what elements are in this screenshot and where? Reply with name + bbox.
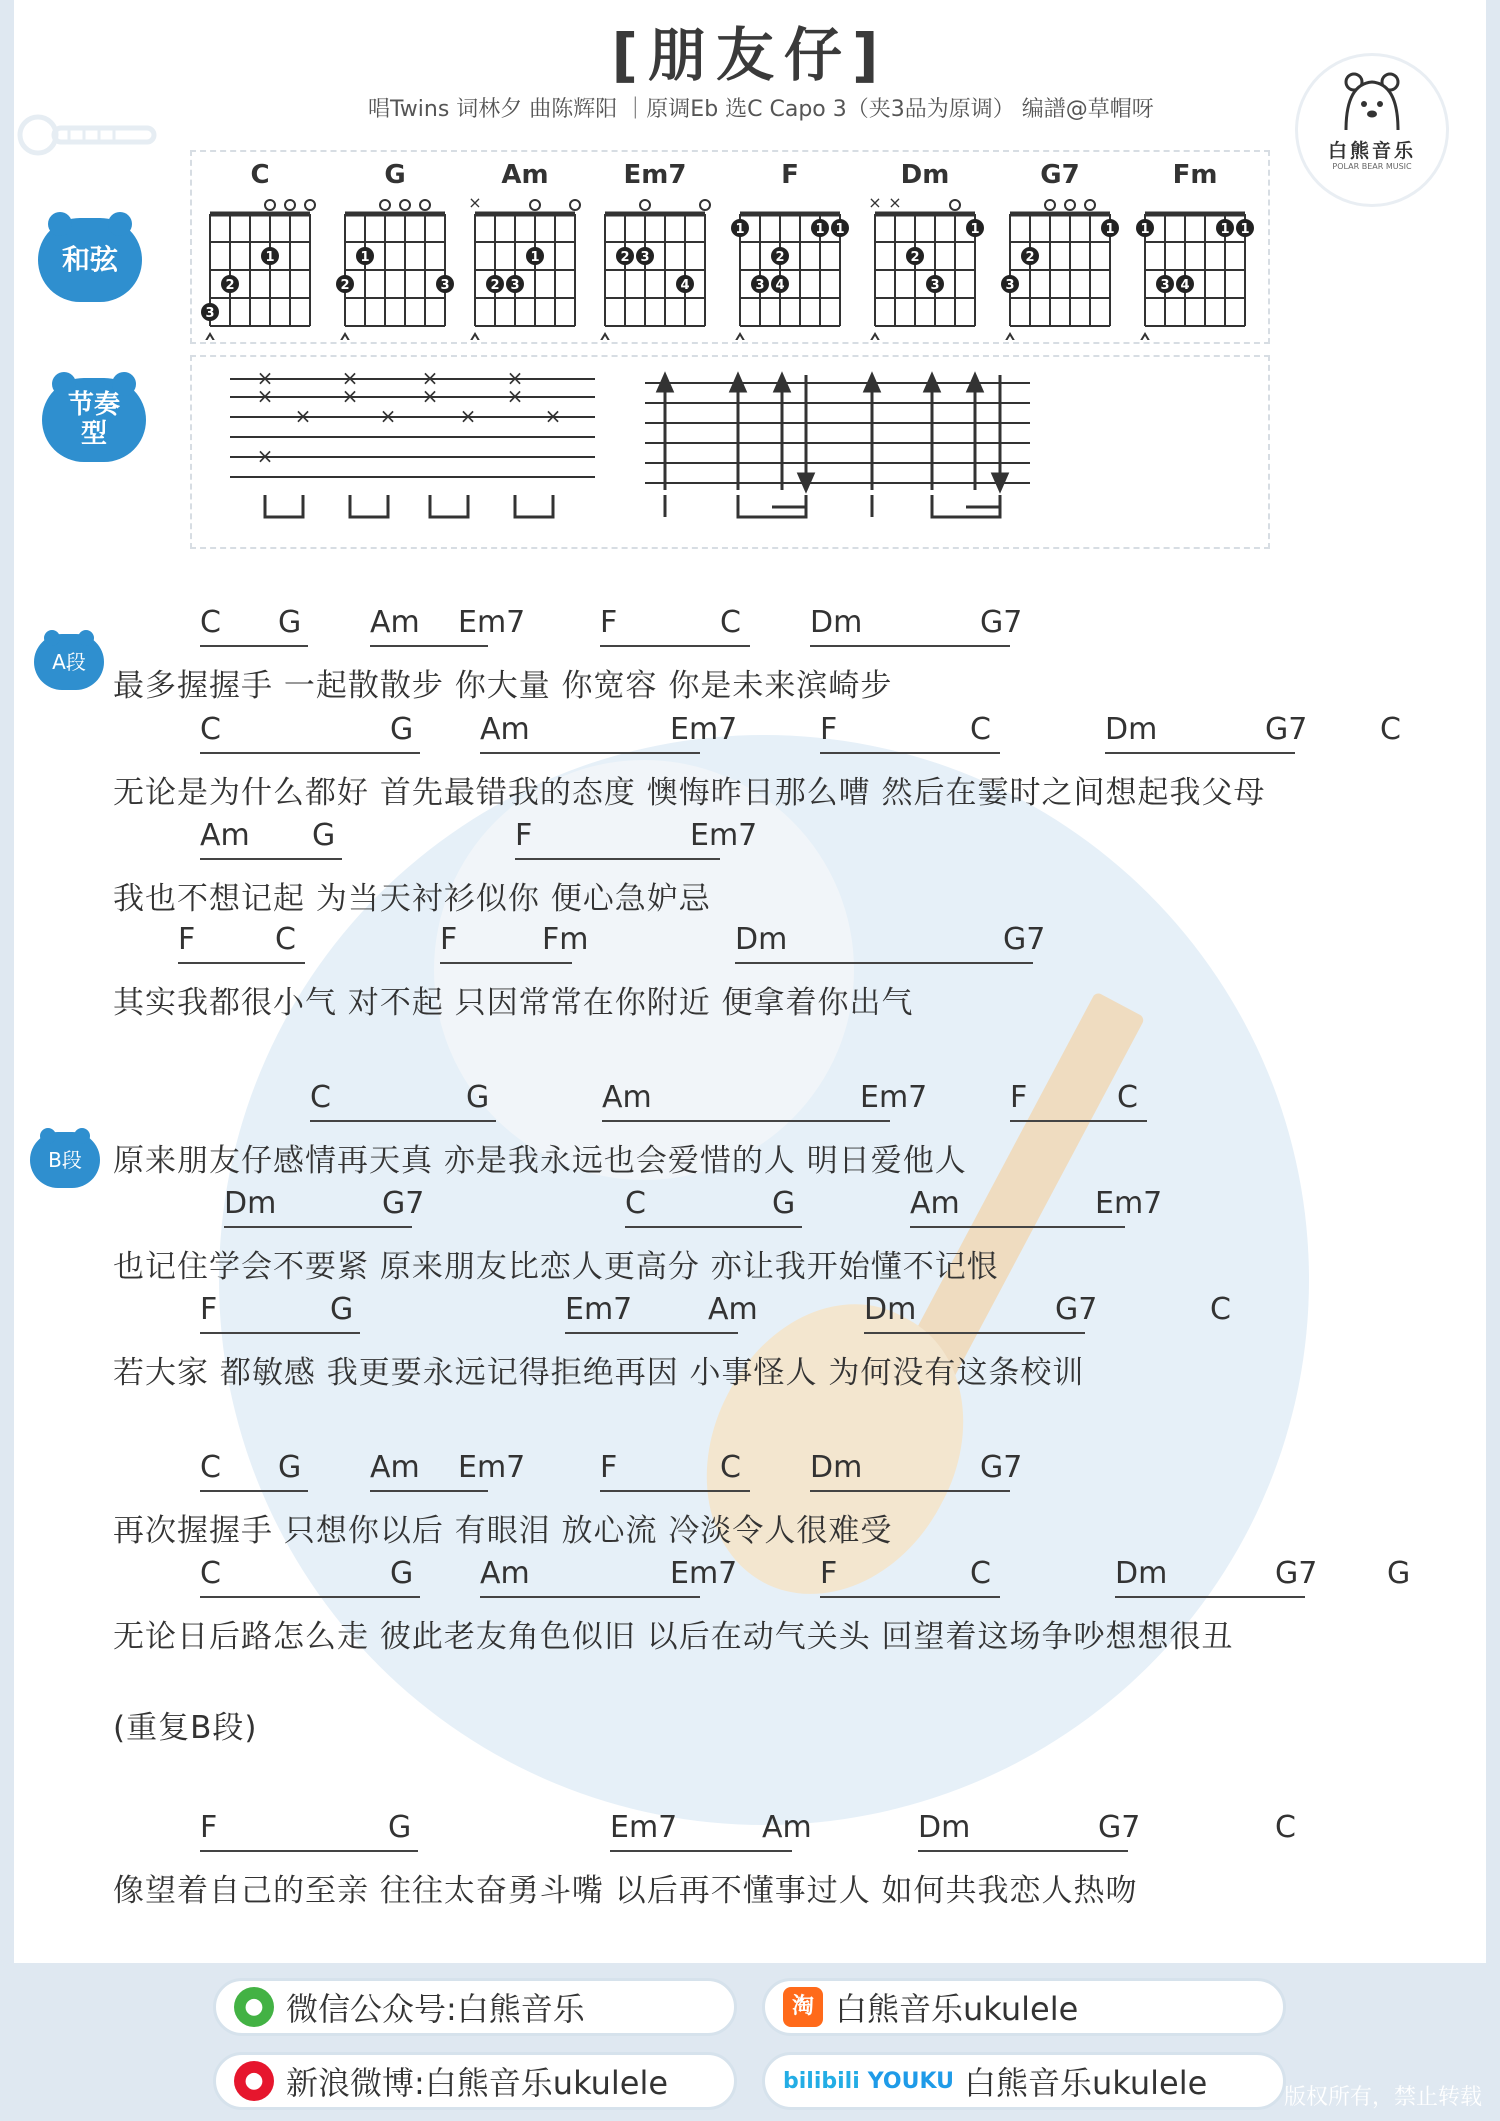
svg-text:1: 1 — [530, 250, 540, 265]
chord-symbol: Dm — [918, 1810, 971, 1845]
chord-symbol: C — [625, 1186, 646, 1221]
chord-symbol: F — [515, 818, 533, 853]
chord-symbol: Em7 — [1095, 1186, 1163, 1221]
chord-symbol: G7 — [382, 1186, 425, 1221]
svg-text:1: 1 — [1220, 222, 1230, 237]
svg-text:×: × — [459, 404, 477, 428]
weibo-label: 新浪微博:白熊音乐ukulele — [286, 2064, 669, 2102]
svg-text:2: 2 — [225, 278, 235, 293]
chord-symbol: G — [278, 605, 302, 640]
chord-underline — [200, 858, 342, 860]
chord-symbol: C — [720, 605, 741, 640]
svg-text:×: × — [379, 404, 397, 428]
svg-text:1: 1 — [970, 222, 980, 237]
chord-name: F — [781, 160, 799, 190]
svg-text:2: 2 — [340, 278, 350, 293]
svg-text:×: × — [341, 384, 359, 408]
chord-symbol: G — [312, 818, 336, 853]
chord-symbol: Am — [910, 1186, 960, 1221]
copyright-note: 版权所有，禁止转载 — [1283, 2085, 1482, 2110]
svg-text:3: 3 — [440, 278, 450, 293]
svg-text:3: 3 — [205, 306, 215, 321]
svg-text:×: × — [256, 444, 274, 468]
chord-underline — [480, 752, 700, 754]
fingerpick-pattern — [225, 365, 605, 535]
svg-text:×: × — [506, 366, 524, 390]
svg-text:3: 3 — [1005, 278, 1015, 293]
chord-symbol: F — [600, 605, 618, 640]
svg-text:×: × — [421, 384, 439, 408]
svg-text:2: 2 — [1025, 250, 1035, 265]
chord-symbol: Em7 — [610, 1810, 678, 1845]
song-credits: 唱Twins 词林夕 曲陈辉阳 ｜原调Eb 选C Capo 3（夹3品为原调） 编譜@草帽呀 — [368, 97, 1154, 122]
svg-text:×: × — [256, 366, 274, 390]
lyric-line: 无论是为什么都好 首先最错我的态度 懊悔昨日那么嘈 然后在霎时之间想起我父母 — [113, 775, 1266, 811]
chord-symbol: Em7 — [458, 1450, 526, 1485]
chord-name: G7 — [1040, 160, 1080, 190]
chord-name: C — [250, 160, 270, 190]
background-bear-watermark — [434, 760, 854, 1180]
svg-text:1: 1 — [835, 222, 845, 237]
chord-symbol: C — [275, 922, 296, 957]
wechat-link[interactable] — [213, 1978, 737, 2036]
svg-text:2: 2 — [620, 250, 630, 265]
svg-text:×: × — [294, 404, 312, 428]
chord-symbol: Am — [602, 1080, 652, 1115]
lyric-line: 像望着自己的至亲 往往太奋勇斗嘴 以后再不懂事过人 如何共我恋人热吻 — [113, 1873, 1138, 1909]
ukulele-icon — [14, 110, 164, 164]
svg-text:1: 1 — [1105, 222, 1115, 237]
chord-symbol: G — [278, 1450, 302, 1485]
lyric-line: 我也不想记起 为当天衬衫似你 便心急妒忌 — [113, 881, 711, 917]
chord-symbol: F — [820, 1556, 838, 1591]
chord-symbol: Em7 — [458, 605, 526, 640]
wechat-icon: ● — [234, 1987, 274, 2027]
section-b-badge: B段 — [30, 1132, 100, 1188]
lyric-line: 若大家 都敏感 我更要永远记得拒绝再因 小事怪人 为何没有这条校训 — [113, 1355, 1085, 1391]
chord-symbol: F — [178, 922, 196, 957]
chord-symbol: Dm — [810, 605, 863, 640]
chord-underline — [600, 1490, 750, 1492]
svg-text:2: 2 — [910, 250, 920, 265]
bear-face-icon — [1340, 70, 1404, 134]
chord-symbol: Am — [708, 1292, 758, 1327]
svg-text:1: 1 — [360, 250, 370, 265]
lyric-line: 再次握握手 只想你以后 有眼泪 放心流 冷淡令人很难受 — [113, 1513, 893, 1549]
svg-text:3: 3 — [1160, 278, 1170, 293]
chord-symbol: Am — [762, 1810, 812, 1845]
chord-symbol: G7 — [1275, 1556, 1318, 1591]
chord-underline — [200, 1596, 420, 1598]
chord-symbol: Dm — [224, 1186, 277, 1221]
svg-text:1: 1 — [735, 222, 745, 237]
svg-text:×: × — [468, 193, 482, 212]
chord-symbol: F — [820, 712, 838, 747]
chord-symbol: G — [390, 1556, 414, 1591]
chord-name: Fm — [1172, 160, 1218, 190]
chord-symbol: G7 — [1265, 712, 1308, 747]
chord-symbol: C — [310, 1080, 331, 1115]
chord-underline — [440, 962, 572, 964]
chord-symbol: Dm — [1105, 712, 1158, 747]
chord-symbol: G — [388, 1810, 412, 1845]
chord-underline — [918, 1850, 1128, 1852]
svg-text:2: 2 — [775, 250, 785, 265]
polar-bear-logo — [1298, 56, 1446, 204]
fretboard-grid — [860, 190, 990, 340]
taobao-label: 白熊音乐ukulele — [835, 1990, 1079, 2028]
svg-text:1: 1 — [815, 222, 825, 237]
svg-text:3: 3 — [640, 250, 650, 265]
chord-symbol: Am — [480, 712, 530, 747]
chord-name: G — [384, 160, 406, 190]
svg-text:×: × — [544, 404, 562, 428]
chord-symbol: G — [390, 712, 414, 747]
weibo-icon: ● — [234, 2061, 274, 2101]
fretboard-grid — [995, 190, 1125, 340]
chord-underline — [1010, 1120, 1147, 1122]
chord-underline — [178, 962, 305, 964]
svg-text:×: × — [421, 366, 439, 390]
wechat-label: 微信公众号:白熊音乐 — [286, 1990, 585, 2028]
svg-text:×: × — [341, 366, 359, 390]
chord-symbol: C — [1380, 712, 1401, 747]
rhythm-badge: 节奏 型 — [42, 378, 146, 462]
chord-underline — [910, 1226, 1125, 1228]
chord-underline — [480, 1596, 700, 1598]
chord-symbol: G — [466, 1080, 490, 1115]
fretboard-grid — [330, 190, 460, 340]
fretboard-grid — [1130, 190, 1260, 340]
chord-symbol: F — [200, 1810, 218, 1845]
strum-pattern — [640, 365, 1040, 535]
chord-symbol: Em7 — [860, 1080, 928, 1115]
chord-symbol: G7 — [1098, 1810, 1141, 1845]
chord-symbol: Em7 — [690, 818, 758, 853]
lyric-line: 其实我都很小气 对不起 只因常常在你附近 便拿着你出气 — [113, 985, 914, 1021]
chord-symbol: Am — [480, 1556, 530, 1591]
chord-underline — [310, 1120, 496, 1122]
svg-text:×: × — [256, 384, 274, 408]
chord-underline — [810, 1490, 1010, 1492]
chord-symbol: Em7 — [670, 712, 738, 747]
chord-symbol: G7 — [980, 1450, 1023, 1485]
chord-symbol: G — [330, 1292, 354, 1327]
taobao-icon: 淘 — [783, 1987, 823, 2027]
chord-underline — [600, 645, 750, 647]
chord-symbol: F — [200, 1292, 218, 1327]
chord-underline — [820, 752, 1000, 754]
svg-text:×: × — [888, 193, 902, 212]
lyric-line: 无论日后路怎么走 彼此老友角色似旧 以后在动气关头 回望着这场争吵想想很丑 — [113, 1619, 1234, 1655]
chord-underline — [1105, 752, 1295, 754]
fretboard-grid — [590, 190, 720, 340]
song-title: [朋友仔] — [611, 21, 889, 89]
bilibili-logo: bilibili — [783, 2068, 860, 2094]
chord-symbol: G — [1387, 1556, 1411, 1591]
chord-symbol: Am — [200, 818, 250, 853]
chord-underline — [224, 1226, 412, 1228]
chord-symbol: C — [200, 1556, 221, 1591]
chord-symbol: G7 — [1003, 922, 1046, 957]
svg-text:3: 3 — [755, 278, 765, 293]
chord-name: Em7 — [623, 160, 687, 190]
chord-symbol: F — [440, 922, 458, 957]
chord-underline — [810, 645, 1010, 647]
chord-symbol: Dm — [810, 1450, 863, 1485]
fretboard-grid — [195, 190, 325, 340]
chord-underline — [610, 1850, 792, 1852]
chord-symbol: C — [200, 712, 221, 747]
svg-text:1: 1 — [265, 250, 275, 265]
chord-symbol: C — [200, 605, 221, 640]
chord-symbol: F — [600, 1450, 618, 1485]
chord-symbol: Am — [370, 1450, 420, 1485]
lyric-line: 最多握握手 一起散散步 你大量 你宽容 你是未来滨崎步 — [113, 668, 893, 704]
chord-symbol: Em7 — [565, 1292, 633, 1327]
svg-text:4: 4 — [1180, 278, 1190, 293]
chord-underline — [200, 752, 420, 754]
svg-text:3: 3 — [510, 278, 520, 293]
chord-name: Dm — [900, 160, 950, 190]
logo-name: 白熊音乐 — [1327, 140, 1416, 162]
chord-underline — [200, 1850, 418, 1852]
chord-underline — [735, 962, 1033, 964]
video-label: 白熊音乐ukulele — [964, 2064, 1208, 2102]
chord-name: Am — [501, 160, 549, 190]
svg-text:4: 4 — [680, 278, 690, 293]
chord-underline — [625, 1226, 802, 1228]
chord-symbol: C — [1210, 1292, 1231, 1327]
chord-underline — [200, 1490, 308, 1492]
svg-text:4: 4 — [775, 278, 785, 293]
svg-text:2: 2 — [490, 278, 500, 293]
logo-subtitle: POLAR BEAR MUSIC — [1332, 162, 1412, 171]
chord-symbol: Dm — [735, 922, 788, 957]
video-link[interactable] — [762, 2052, 1286, 2110]
svg-text:1: 1 — [1140, 222, 1150, 237]
chord-symbol: G7 — [980, 605, 1023, 640]
chord-symbol: G — [772, 1186, 796, 1221]
taobao-link[interactable] — [762, 1978, 1286, 2036]
chord-symbol: C — [720, 1450, 741, 1485]
lyric-line: 也记住学会不要紧 原来朋友比恋人更高分 亦让我开始懂不记恨 — [113, 1249, 999, 1285]
svg-text:×: × — [868, 193, 882, 212]
chord-symbol: C — [970, 712, 991, 747]
chord-underline — [200, 645, 308, 647]
repeat-note: (重复B段) — [113, 1710, 258, 1746]
chord-underline — [370, 645, 488, 647]
chord-symbol: Dm — [1115, 1556, 1168, 1591]
chord-symbol: Fm — [542, 922, 589, 957]
fretboard-grid — [460, 190, 590, 340]
chord-symbol: C — [1117, 1080, 1138, 1115]
chord-underline — [200, 1332, 360, 1334]
chord-symbol: Dm — [864, 1292, 917, 1327]
chord-underline — [864, 1332, 1085, 1334]
chord-underline — [565, 1332, 738, 1334]
svg-text:1: 1 — [1240, 222, 1250, 237]
chord-underline — [370, 1490, 488, 1492]
svg-text:×: × — [506, 384, 524, 408]
fretboard-grid — [725, 190, 855, 340]
youku-logo: YOUKU — [867, 2068, 954, 2094]
chords-badge: 和弦 — [38, 218, 142, 302]
chord-symbol: F — [1010, 1080, 1028, 1115]
chord-symbol: Am — [370, 605, 420, 640]
lyric-line: 原来朋友仔感情再天真 亦是我永远也会爱惜的人 明日爱他人 — [113, 1143, 967, 1179]
chord-underline — [1115, 1596, 1305, 1598]
chord-symbol: Em7 — [670, 1556, 738, 1591]
chord-underline — [602, 1120, 890, 1122]
chord-underline — [820, 1596, 1000, 1598]
chord-symbol: C — [1275, 1810, 1296, 1845]
chord-symbol: C — [200, 1450, 221, 1485]
chord-symbol: C — [970, 1556, 991, 1591]
svg-text:3: 3 — [930, 278, 940, 293]
weibo-link[interactable] — [213, 2052, 737, 2110]
chord-underline — [515, 858, 720, 860]
chord-symbol: G7 — [1055, 1292, 1098, 1327]
section-a-badge: A段 — [34, 634, 104, 690]
